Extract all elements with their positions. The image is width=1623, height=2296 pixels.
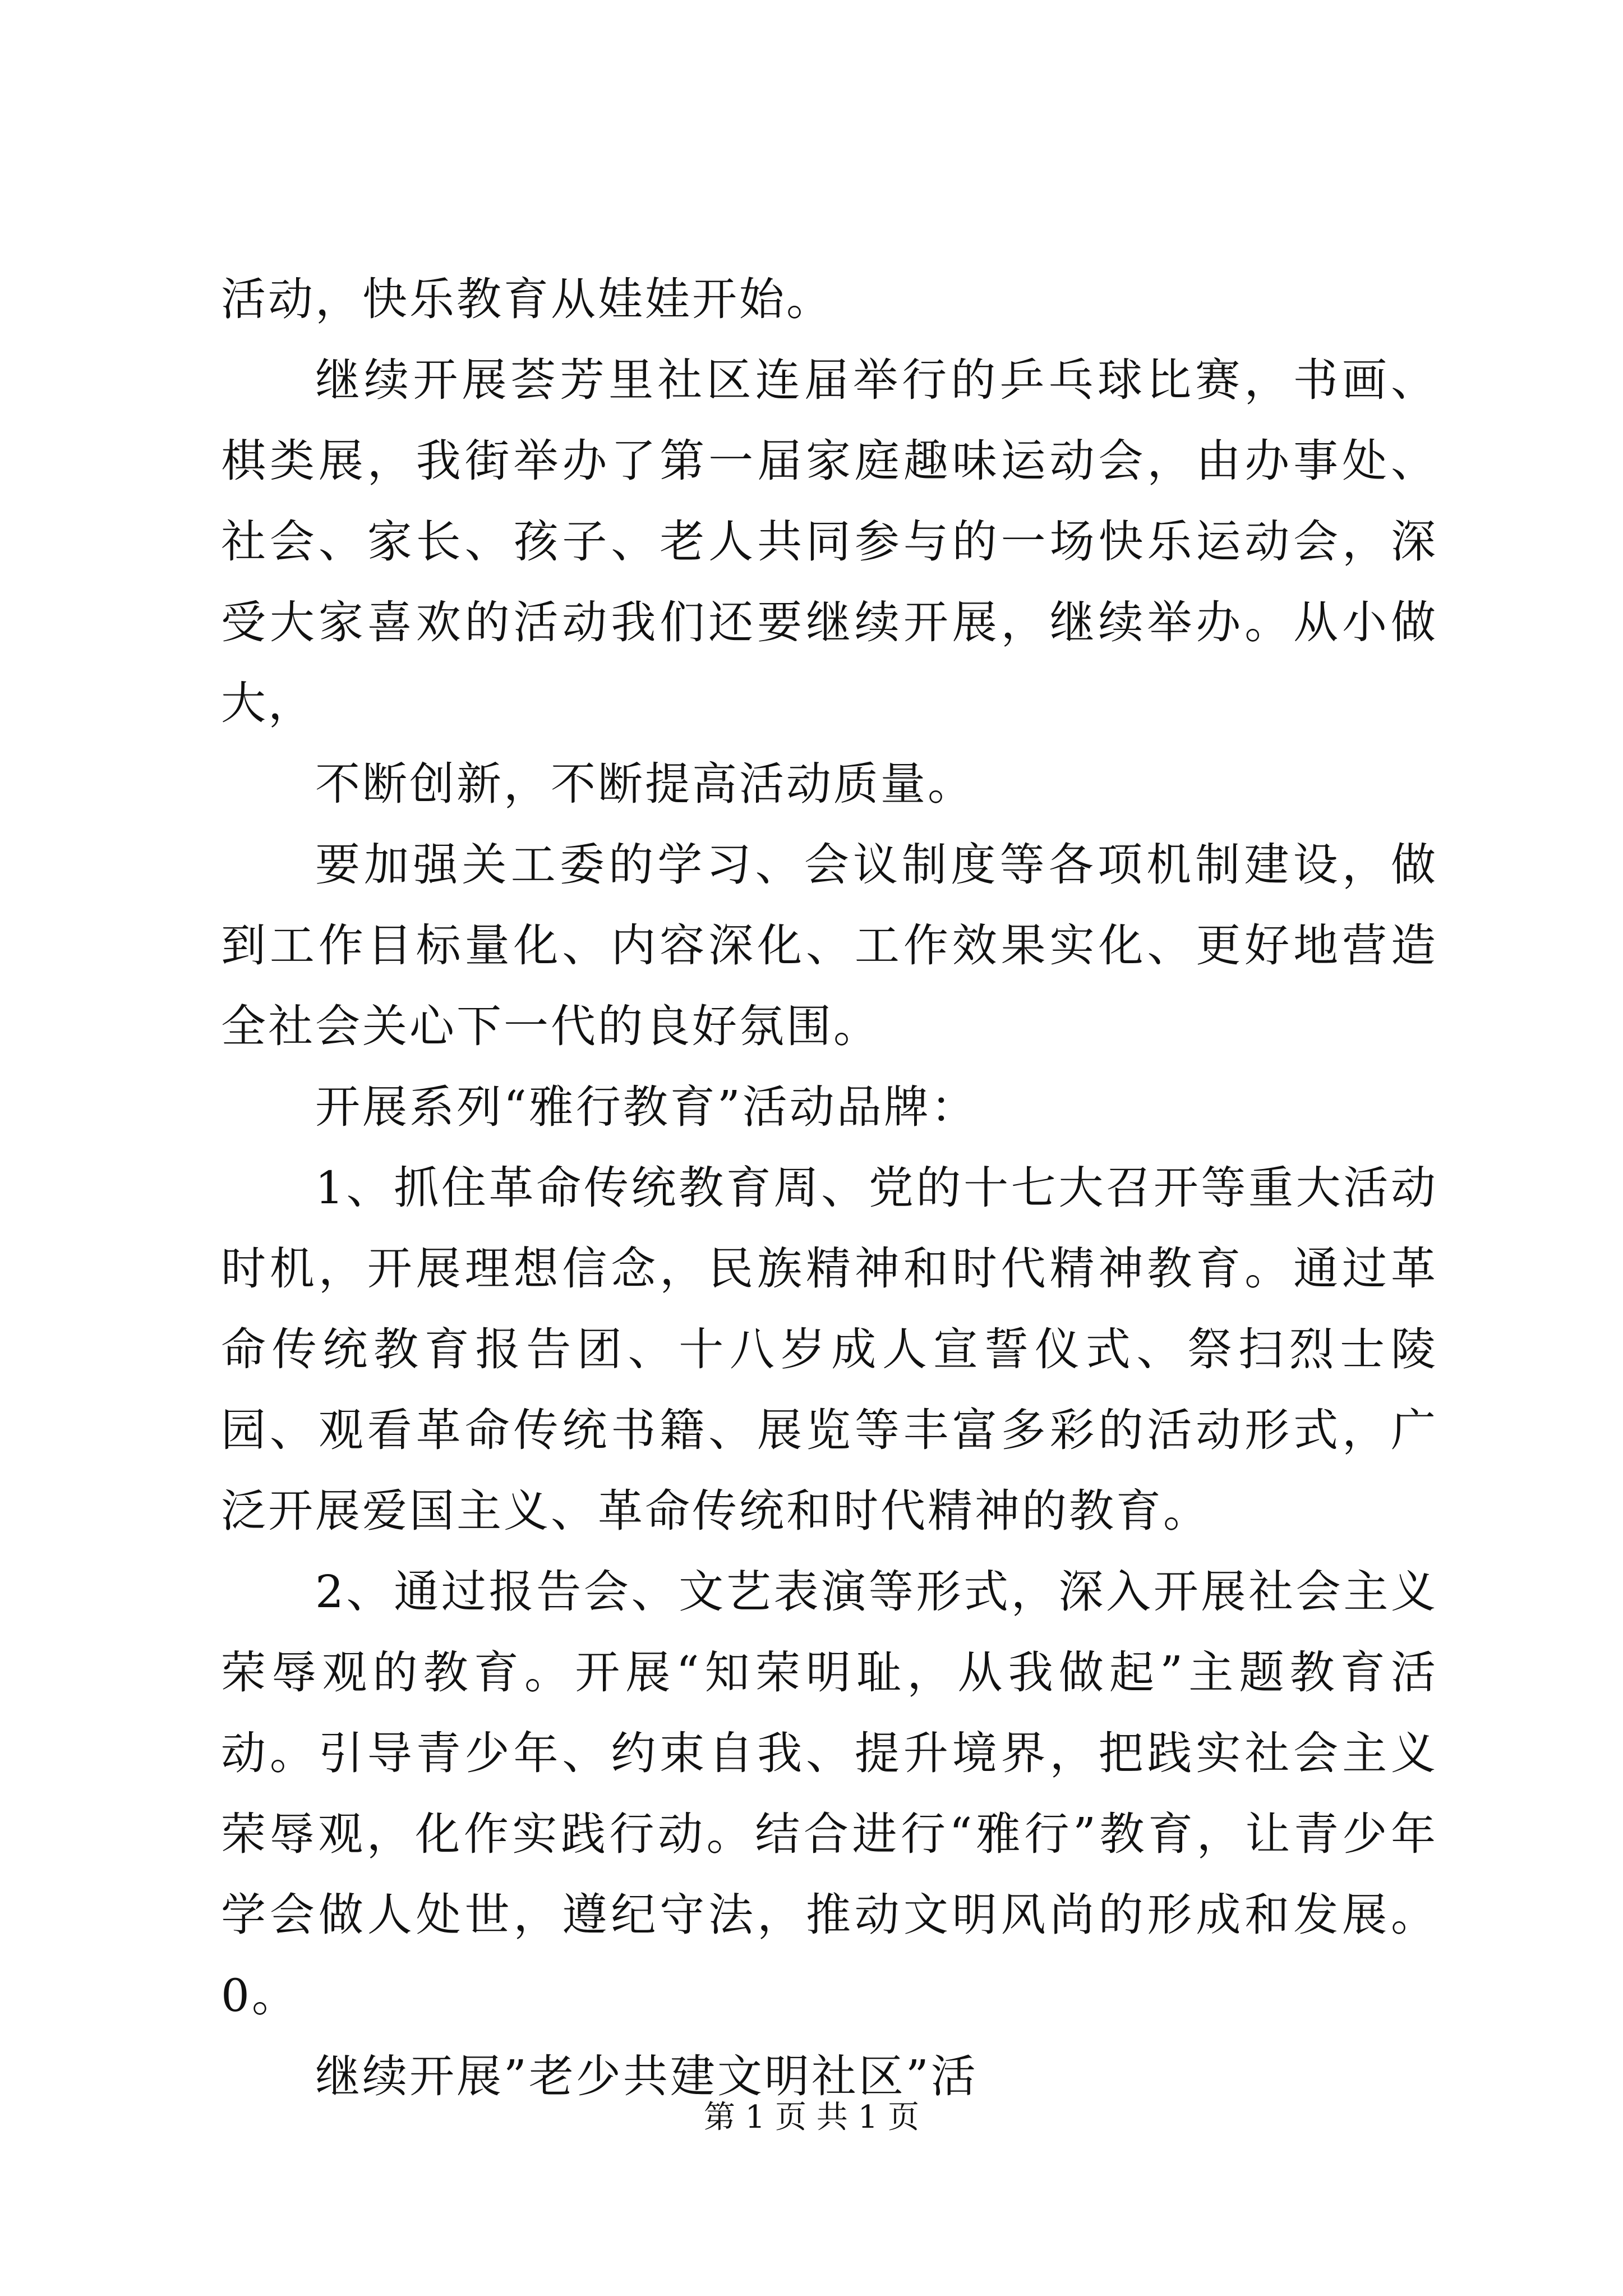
paragraph-5: 开展系列“雅行教育”活动品牌：: [315, 1081, 978, 1133]
paragraph-4: 要加强关工委的学习、会议制度等各项机制建设，做到工作目标量化、内容深化、工作效果实化、更好地营造全社会关心下一代的良好氛围。: [221, 839, 1438, 1052]
paragraph-7: 2、通过报告会、文艺表演等形式，深入开展社会主义荣辱观的教育。开展“知荣明耻，从我做起”主题教育活动。引导青少年、约束自我、提升境界，把践实社会主义荣辱观，化作实践行动。结合进行“雅行”教育，让青少年学会做人处世，遵纪守法，推动文明风尚的形成和发展。0。: [221, 1566, 1438, 2022]
paragraph-3: 不断创新，不断提高活动质量。: [315, 758, 975, 810]
paragraph-6: 1、抓住革命传统教育周、党的十七大召开等重大活动时机，开展理想信念，民族精神和时代精神教育。通过革命传统教育报告团、十八岁成人宣誓仪式、祭扫烈士陵园、观看革命传统书籍、展览等丰富多彩的活动形式，广泛开展爱国主义、革命传统和时代精神的教育。: [221, 1162, 1438, 1537]
document-body: [221, 259, 1438, 2117]
page-footer: 第 1 页 共 1 页: [703, 2099, 920, 2136]
paragraph-1: 活动，快乐教育从娃娃开始。: [221, 273, 833, 325]
paragraph-2: 继续开展荟芳里社区连届举行的乒乓球比赛，书画、棋类展，我街举办了第一届家庭趣味运动会，由办事处、社会、家长、孩子、老人共同参与的一场快乐运动会，深受大家喜欢的活动我们还要继续开展，继续举办。从小做大，: [221, 354, 1438, 729]
paragraph-8: 继续开展”老少共建文明社区”活: [315, 2050, 978, 2102]
